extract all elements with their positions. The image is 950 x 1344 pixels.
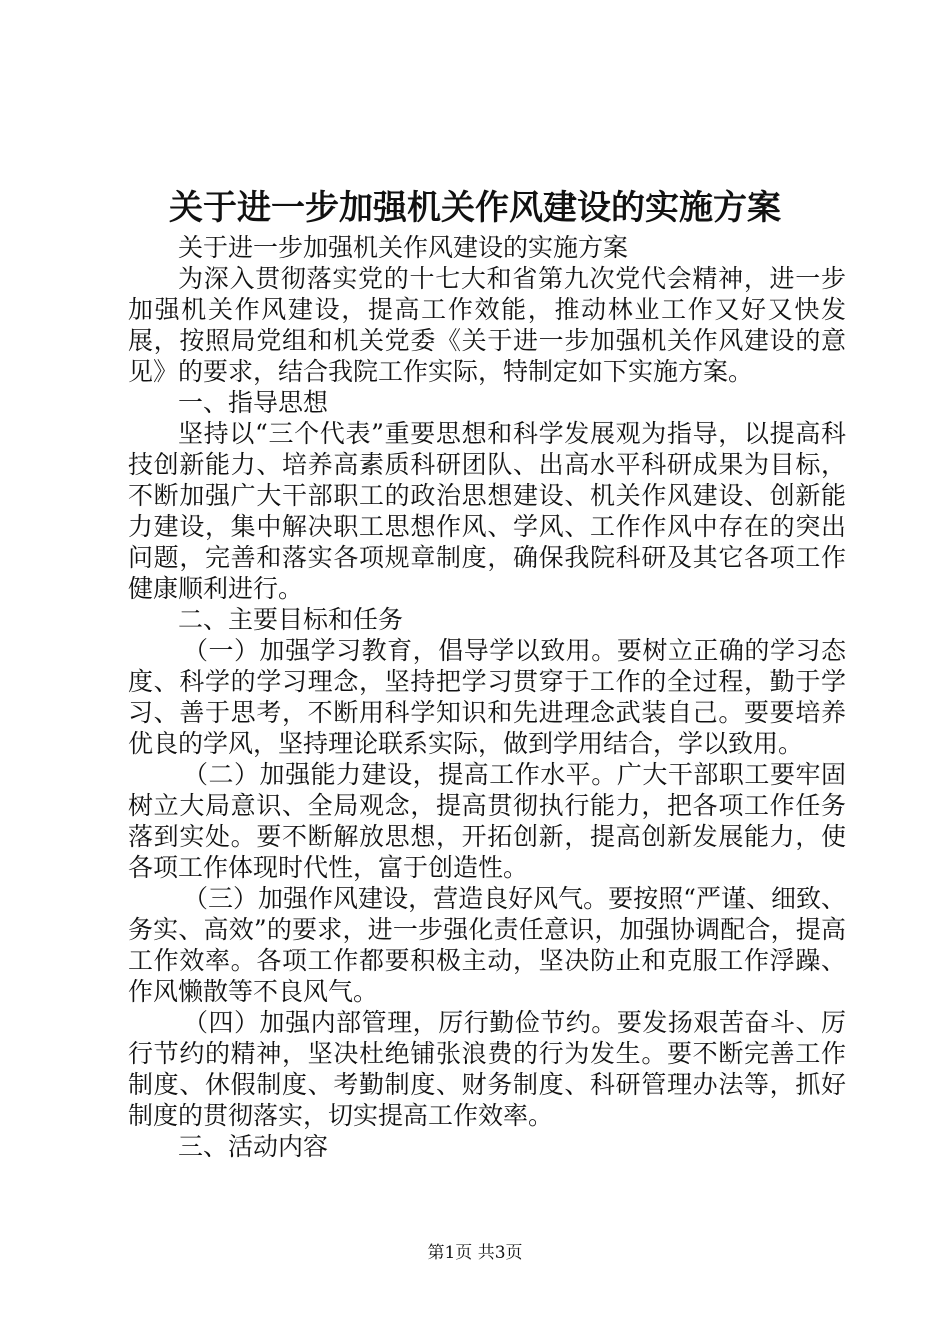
guiding-ideology-paragraph: 坚持以“三个代表”重要思想和科学发展观为指导，以提高科技创新能力、培养高素质科研团队、出高水平科研成果为目标，不断加强广大干部职工的政治思想建设、机关作风建设、创新能力建设，集中解决职工思想作风、学风、工作作风中存在的突出问题，完善和落实各项规章制度，确保我院科研及其它各项工作健康顺利进行。 (128, 419, 846, 603)
section-heading-goals-tasks: 二、主要目标和任务 (178, 605, 404, 634)
intro-paragraph: 为深入贯彻落实党的十七大和省第九次党代会精神，进一步加强机关作风建设，提高工作效能，推动林业工作又好又快发展，按照局党组和机关党委《关于进一步加强机关作风建设的意见》的要求，结合我院工作实际，特制定如下实施方案。 (128, 264, 846, 386)
task-paragraph-3: （三）加强作风建设，营造良好风气。要按照“严谨、细致、务实、高效”的要求，进一步强化责任意识，加强协调配合，提高工作效率。各项工作都要积极主动，坚决防止和克服工作浮躁、作风懒散等不良风气。 (128, 884, 846, 1006)
section-heading-guiding-ideology: 一、指导思想 (178, 388, 329, 417)
task-paragraph-4: （四）加强内部管理，厉行勤俭节约。要发扬艰苦奋斗、厉行节约的精神，坚决杜绝铺张浪费的行为发生。要不断完善工作制度、休假制度、考勤制度、财务制度、科研管理办法等，抓好制度的贯彻落实，切实提高工作效率。 (128, 1008, 846, 1130)
task-paragraph-2: （二）加强能力建设，提高工作水平。广大干部职工要牢固树立大局意识、全局观念，提高贯彻执行能力，把各项工作任务落到实处。要不断解放思想，开拓创新，提高创新发展能力，使各项工作体现时代性，富于创造性。 (128, 760, 846, 882)
document-body (128, 232, 846, 1162)
section-heading-activities: 三、活动内容 (178, 1132, 329, 1161)
subtitle-paragraph: 关于进一步加强机关作风建设的实施方案 (178, 233, 629, 262)
page-number-footer: 第1页 共3页 (427, 1243, 523, 1263)
task-paragraph-1: （一）加强学习教育，倡导学以致用。要树立正确的学习态度、科学的学习理念，坚持把学习贯穿于工作的全过程，勤于学习、善于思考，不断用科学知识和先进理念武装自己。要要培养优良的学风，坚持理论联系实际，做到学用结合，学以致用。 (128, 636, 846, 758)
document-title: 关于进一步加强机关作风建设的实施方案 (169, 188, 781, 228)
